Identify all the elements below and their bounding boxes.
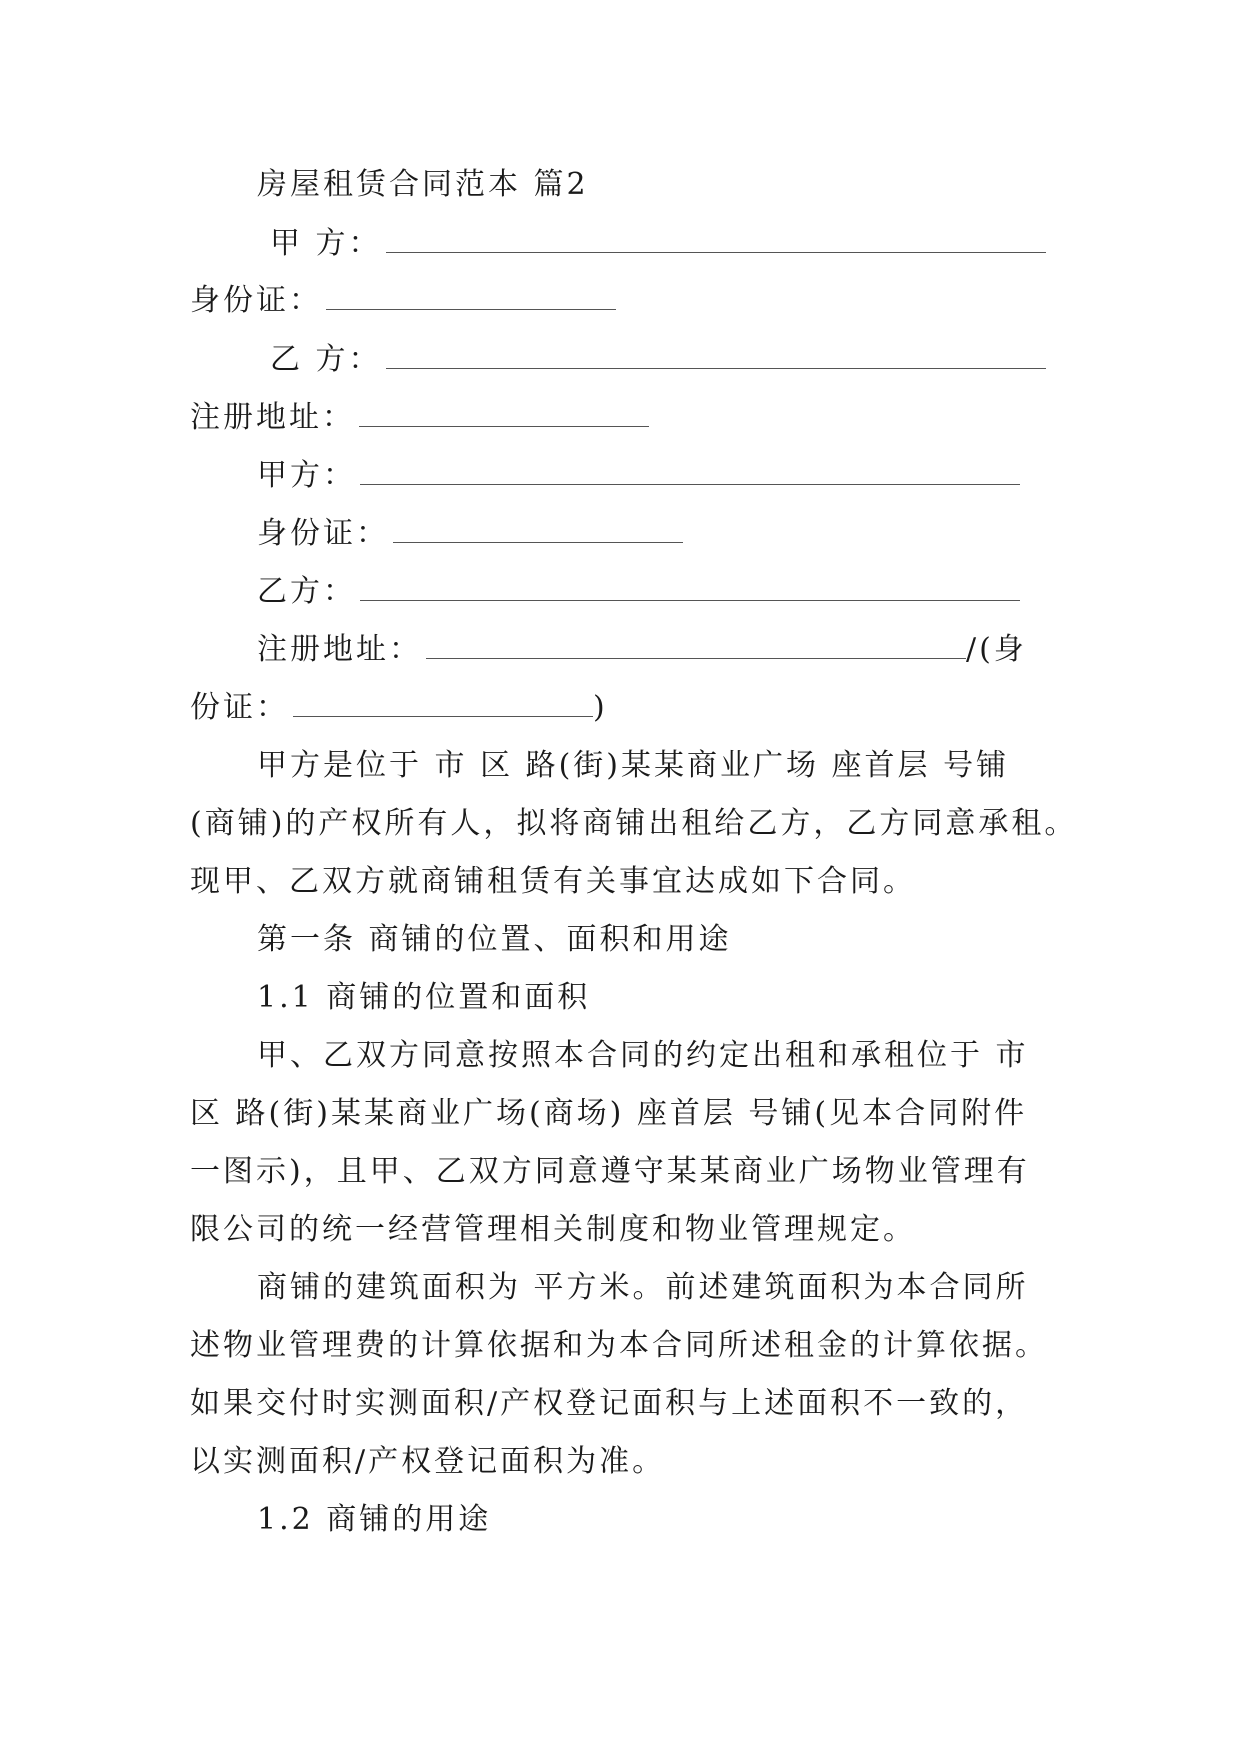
party-b-blank bbox=[386, 342, 1046, 369]
party-a-row bbox=[270, 224, 1046, 264]
para1-line-1: 甲方是位于 市 区 路(街)某某商业广场 座首层 号铺 bbox=[257, 748, 1010, 783]
section-1-1-title: 1.1 商铺的位置和面积 bbox=[257, 980, 591, 1015]
para3-line-3: 如果交付时实测面积/产权登记面积与上述面积不一致的， bbox=[190, 1386, 1029, 1421]
para3-line-2: 述物业管理费的计算依据和为本合同所述租金的计算依据。 bbox=[190, 1328, 1048, 1363]
para1-line-3: 现甲、乙双方就商铺租赁有关事宜达成如下合同。 bbox=[190, 864, 916, 899]
reg-address-label-2: 注册地址： bbox=[257, 632, 422, 667]
id-card-blank-2 bbox=[393, 516, 683, 543]
party-b-row-2 bbox=[257, 572, 1020, 612]
para2-line-3: 一图示)，且甲、乙双方同意遵守某某商业广场物业管理有 bbox=[190, 1154, 1030, 1189]
id-card-row-3 bbox=[190, 688, 608, 728]
party-a-row-2 bbox=[257, 456, 1020, 496]
id-card-row bbox=[190, 281, 616, 321]
reg-address-suffix: /(身 bbox=[966, 632, 1027, 667]
party-b-label-2: 乙方： bbox=[257, 574, 356, 609]
reg-address-blank bbox=[359, 400, 649, 427]
party-b-label: 乙 方： bbox=[270, 342, 382, 377]
para3-line-4: 以实测面积/产权登记面积为准。 bbox=[190, 1444, 666, 1479]
id-card-row-2 bbox=[257, 514, 683, 554]
party-a-label-2: 甲方： bbox=[257, 458, 356, 493]
id-card-blank-3 bbox=[293, 690, 593, 717]
para3-line-1: 商铺的建筑面积为 平方米。前述建筑面积为本合同所 bbox=[257, 1270, 1029, 1305]
article-1-title: 第一条 商铺的位置、面积和用途 bbox=[257, 922, 732, 957]
id-card-label-3: 份证： bbox=[190, 690, 289, 725]
section-1-2-title: 1.2 商铺的用途 bbox=[257, 1502, 492, 1537]
para2-line-1: 甲、乙双方同意按照本合同的约定出租和承租位于 市 bbox=[257, 1038, 1029, 1073]
document-title: 房屋租赁合同范本 篇2 bbox=[257, 167, 589, 202]
para2-line-2: 区 路(街)某某商业广场(商场) 座首层 号铺(见本合同附件 bbox=[190, 1096, 1028, 1131]
reg-address-row bbox=[190, 398, 649, 438]
party-a-blank-2 bbox=[360, 458, 1020, 485]
reg-address-label: 注册地址： bbox=[190, 400, 355, 435]
para2-line-4: 限公司的统一经营管理相关制度和物业管理规定。 bbox=[190, 1212, 916, 1247]
party-b-row bbox=[270, 340, 1046, 380]
party-a-label: 甲 方： bbox=[270, 226, 382, 261]
party-b-blank-2 bbox=[360, 574, 1020, 601]
party-a-blank bbox=[386, 226, 1046, 253]
id-card-label-2: 身份证： bbox=[257, 516, 389, 551]
id-card-label: 身份证： bbox=[190, 283, 322, 318]
para1-line-2: (商铺)的产权所有人，拟将商铺出租给乙方，乙方同意承租。 bbox=[190, 806, 1078, 841]
reg-address-row-2 bbox=[257, 630, 1027, 670]
id-card-close: ) bbox=[593, 690, 608, 725]
id-card-blank bbox=[326, 283, 616, 310]
reg-address-blank-2 bbox=[426, 632, 966, 659]
